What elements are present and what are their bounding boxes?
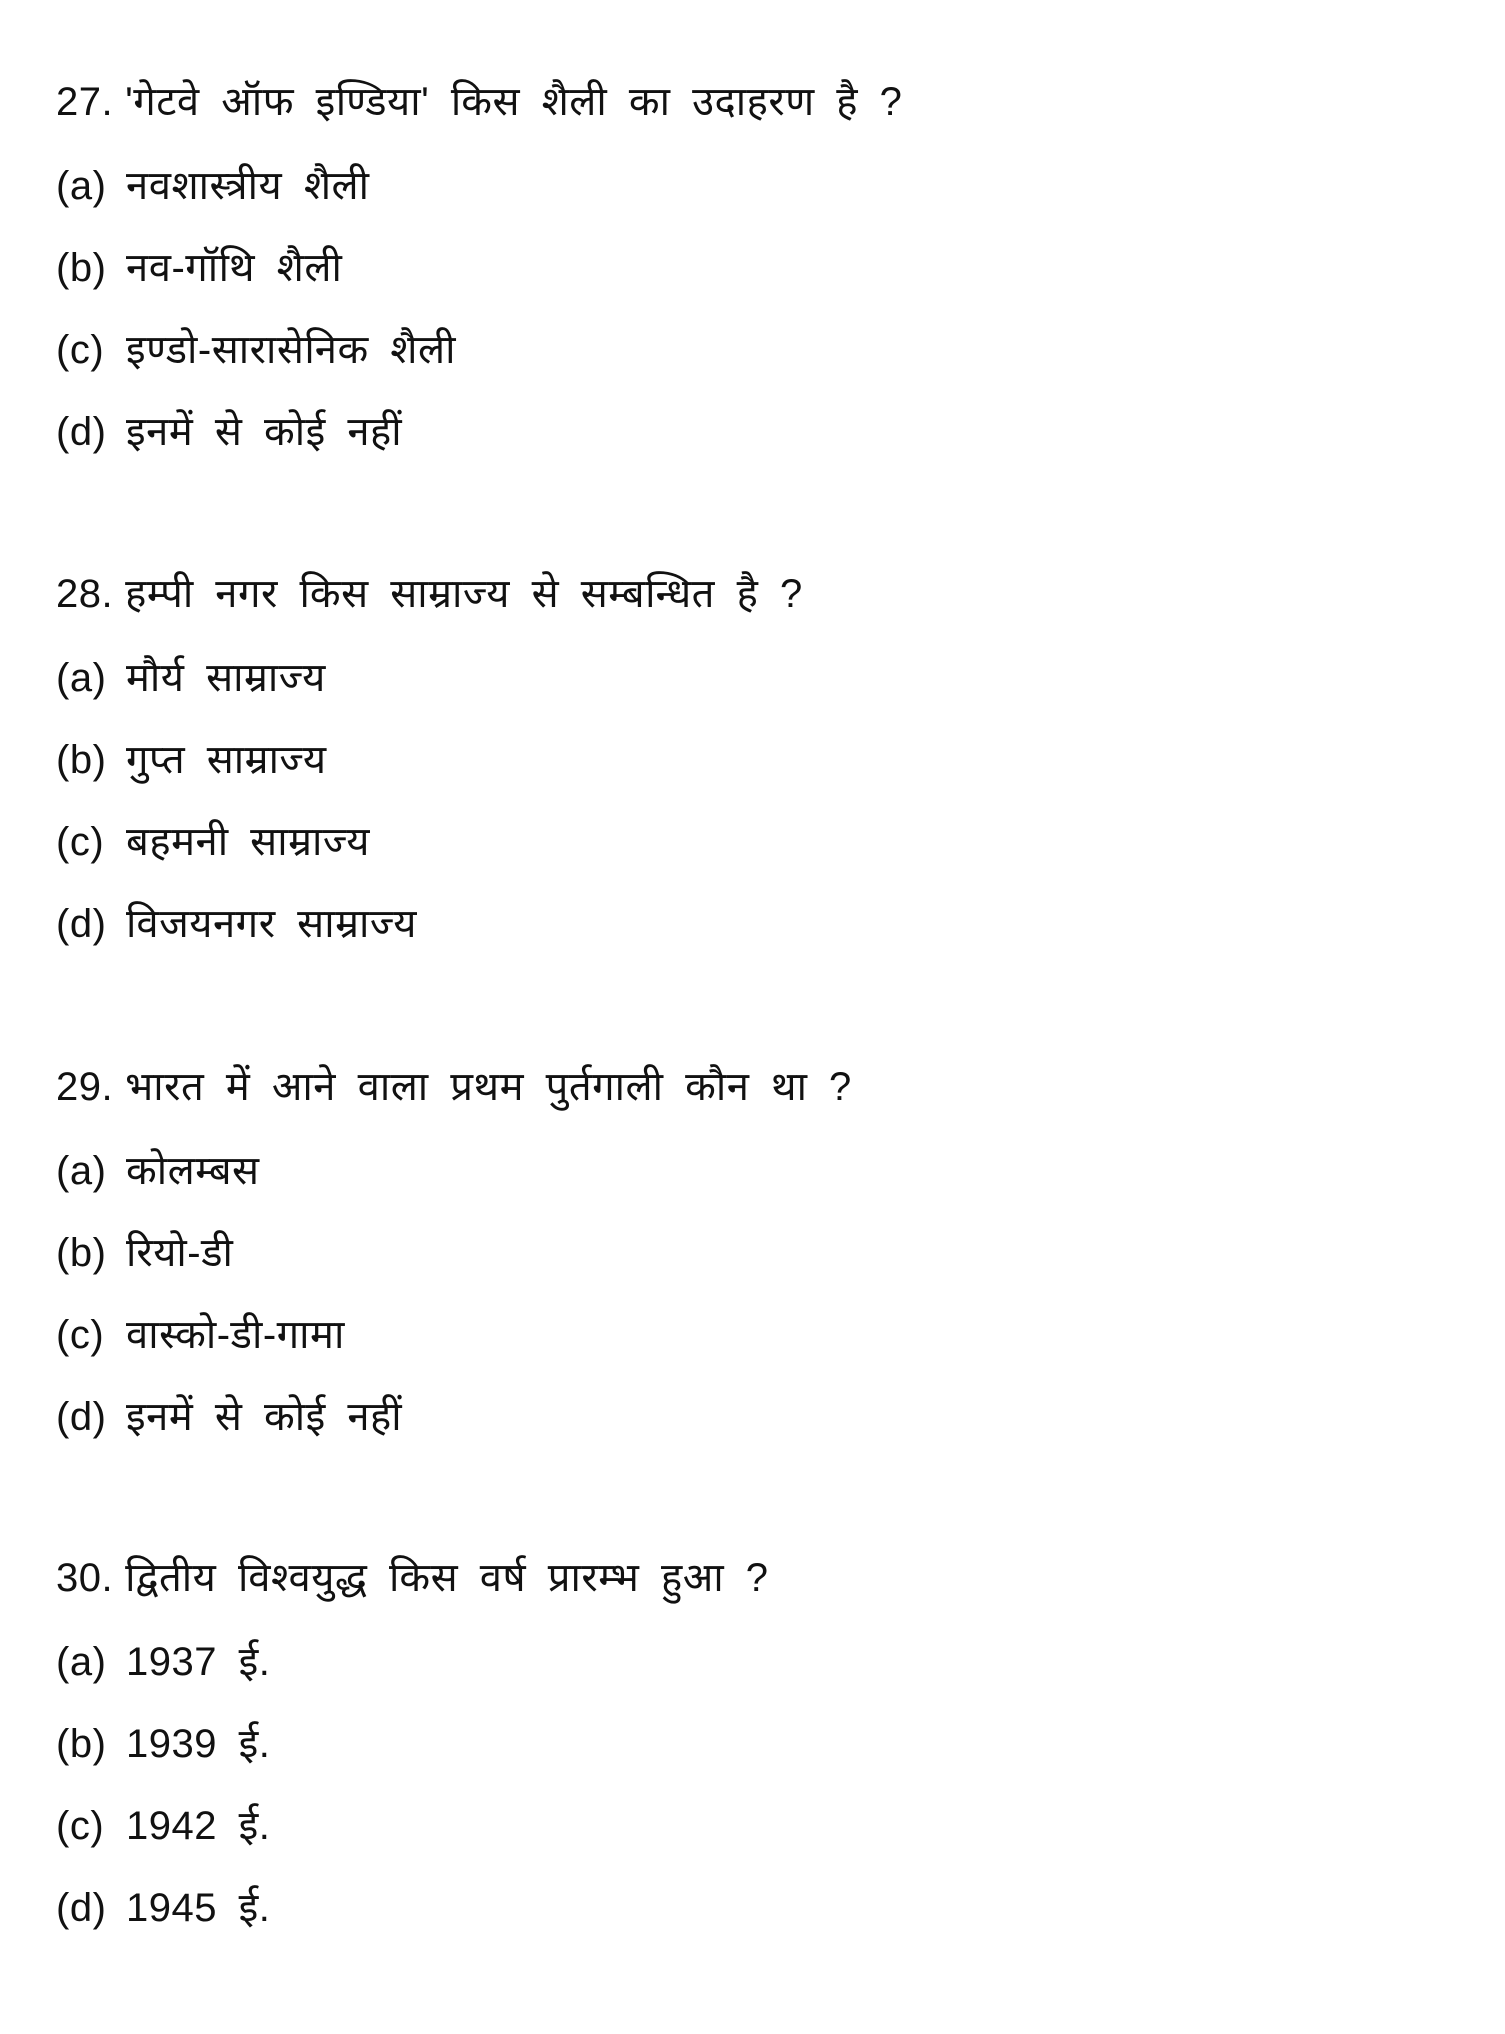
question-text: द्वितीय विश्वयुद्ध किस वर्ष प्रारम्भ हुआ ? bbox=[125, 1556, 769, 1600]
option-a bbox=[56, 145, 902, 227]
question-text: 'गेटवे ऑफ इण्डिया' किस शैली का उदाहरण है ? bbox=[125, 80, 903, 124]
question-30 bbox=[56, 1537, 768, 1949]
option-b bbox=[56, 1212, 852, 1294]
question-29 bbox=[56, 1046, 852, 1458]
option-b bbox=[56, 719, 803, 801]
question-text-line bbox=[56, 1046, 852, 1128]
question-text-line bbox=[56, 553, 803, 635]
option-label: (b) bbox=[56, 738, 107, 782]
option-label: (c) bbox=[56, 328, 105, 372]
option-c bbox=[56, 309, 902, 391]
option-label: (a) bbox=[56, 164, 107, 208]
option-text: 1942 ई. bbox=[126, 1804, 271, 1848]
option-text: बहमनी साम्राज्य bbox=[126, 820, 370, 864]
option-text: इनमें से कोई नहीं bbox=[126, 1395, 403, 1439]
option-label: (b) bbox=[56, 246, 107, 290]
option-label: (d) bbox=[56, 1395, 107, 1439]
question-number: 27. bbox=[56, 80, 114, 124]
option-text: नवशास्त्रीय शैली bbox=[126, 164, 370, 208]
option-label: (b) bbox=[56, 1722, 107, 1766]
question-number: 30. bbox=[56, 1556, 114, 1600]
option-label: (b) bbox=[56, 1231, 107, 1275]
option-label: (d) bbox=[56, 410, 107, 454]
option-d bbox=[56, 1867, 768, 1949]
option-label: (c) bbox=[56, 1313, 105, 1357]
option-text: मौर्य साम्राज्य bbox=[126, 656, 326, 700]
option-label: (a) bbox=[56, 656, 107, 700]
option-text: इण्डो-सारासेनिक शैली bbox=[126, 328, 456, 372]
option-text: 1937 ई. bbox=[126, 1640, 271, 1684]
option-text: रियो-डी bbox=[126, 1231, 234, 1275]
option-text: 1945 ई. bbox=[126, 1886, 271, 1930]
question-text: भारत में आने वाला प्रथम पुर्तगाली कौन था ? bbox=[125, 1065, 852, 1109]
option-text: वास्को-डी-गामा bbox=[126, 1313, 345, 1357]
question-number: 29. bbox=[56, 1065, 114, 1109]
question-text-line bbox=[56, 61, 902, 143]
option-c bbox=[56, 1294, 852, 1376]
option-a bbox=[56, 1621, 768, 1703]
option-text: इनमें से कोई नहीं bbox=[126, 410, 403, 454]
option-b bbox=[56, 227, 902, 309]
option-b bbox=[56, 1703, 768, 1785]
option-label: (d) bbox=[56, 1886, 107, 1930]
question-number: 28. bbox=[56, 572, 114, 616]
option-text: नव-गॉथि शैली bbox=[126, 246, 343, 290]
option-label: (c) bbox=[56, 820, 105, 864]
option-text: कोलम्बस bbox=[126, 1149, 260, 1193]
question-text-line bbox=[56, 1537, 768, 1619]
question-text: हम्पी नगर किस साम्राज्य से सम्बन्धित है ? bbox=[125, 572, 803, 616]
option-d bbox=[56, 1376, 852, 1458]
option-text: 1939 ई. bbox=[126, 1722, 271, 1766]
option-text: विजयनगर साम्राज्य bbox=[126, 902, 417, 946]
option-label: (d) bbox=[56, 902, 107, 946]
question-27 bbox=[56, 61, 902, 473]
option-label: (a) bbox=[56, 1149, 107, 1193]
option-d bbox=[56, 883, 803, 965]
option-a bbox=[56, 637, 803, 719]
option-label: (a) bbox=[56, 1640, 107, 1684]
question-28 bbox=[56, 553, 803, 965]
option-c bbox=[56, 801, 803, 883]
option-text: गुप्त साम्राज्य bbox=[126, 738, 327, 782]
option-label: (c) bbox=[56, 1804, 105, 1848]
option-d bbox=[56, 391, 902, 473]
option-c bbox=[56, 1785, 768, 1867]
option-a bbox=[56, 1130, 852, 1212]
